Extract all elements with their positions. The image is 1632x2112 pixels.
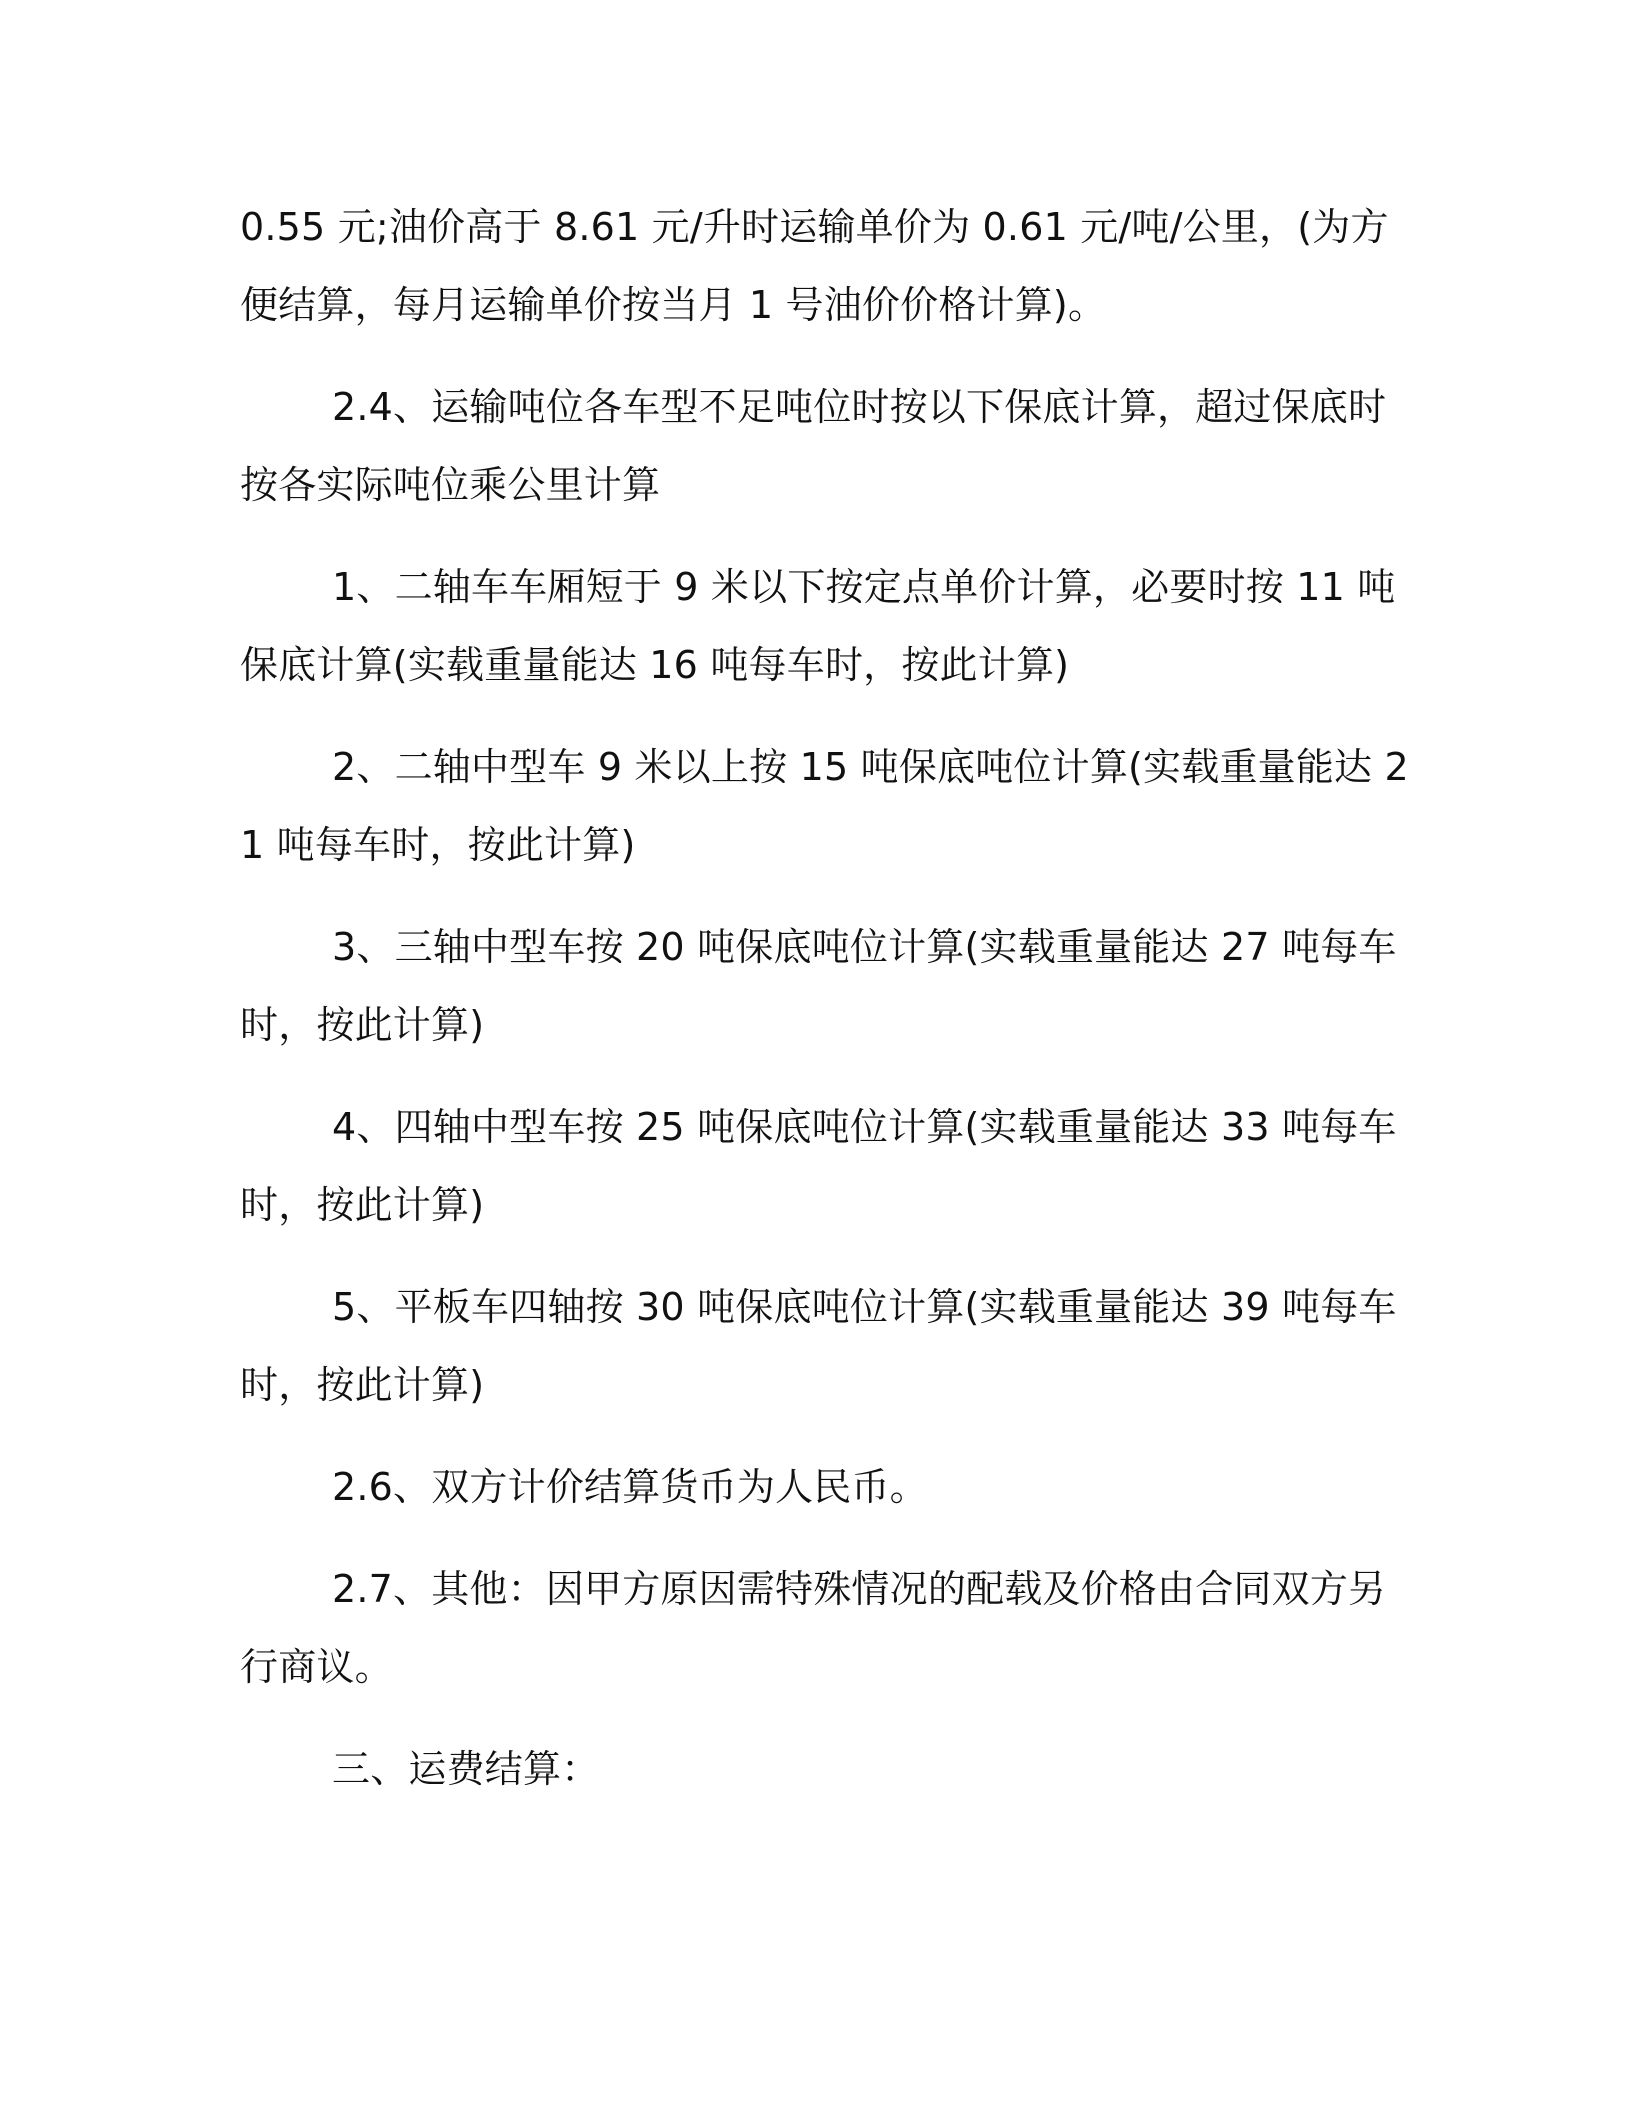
section-heading-freight-settlement: 三、运费结算： [332,1747,600,1791]
paragraph-currency: 2.6、双方计价结算货币为人民币。 [332,1465,928,1509]
paragraph-fuel-price-clause: 0.55 元;油价高于 8.61 元/升时运输单价为 0.61 元/吨/公里，(为方便结算，每月运输单价按当月 1 号油价价格计算)。 [240,205,1389,327]
document-body [240,188,1410,1832]
paragraph-two-axle-medium: 2、二轴中型车 9 米以上按 15 吨保底吨位计算(实载重量能达 21 吨每车时，按此计算) [240,745,1409,867]
paragraph-other-terms: 2.7、其他：因甲方原因需特殊情况的配载及价格由合同双方另行商议。 [240,1567,1387,1689]
paragraph-two-axle-short: 1、二轴车车厢短于 9 米以下按定点单价计算，必要时按 11 吨保底计算(实载重量能达 16 吨每车时，按此计算) [240,565,1396,687]
paragraph-three-axle: 3、三轴中型车按 20 吨保底吨位计算(实载重量能达 27 吨每车时，按此计算) [240,925,1397,1047]
paragraph-flatbed: 5、平板车四轴按 30 吨保底吨位计算(实载重量能达 39 吨每车时，按此计算) [240,1285,1397,1407]
paragraph-minimum-tonnage-intro: 2.4、运输吨位各车型不足吨位时按以下保底计算，超过保底时按各实际吨位乘公里计算 [240,385,1387,507]
paragraph-four-axle: 4、四轴中型车按 25 吨保底吨位计算(实载重量能达 33 吨每车时，按此计算) [240,1105,1397,1227]
